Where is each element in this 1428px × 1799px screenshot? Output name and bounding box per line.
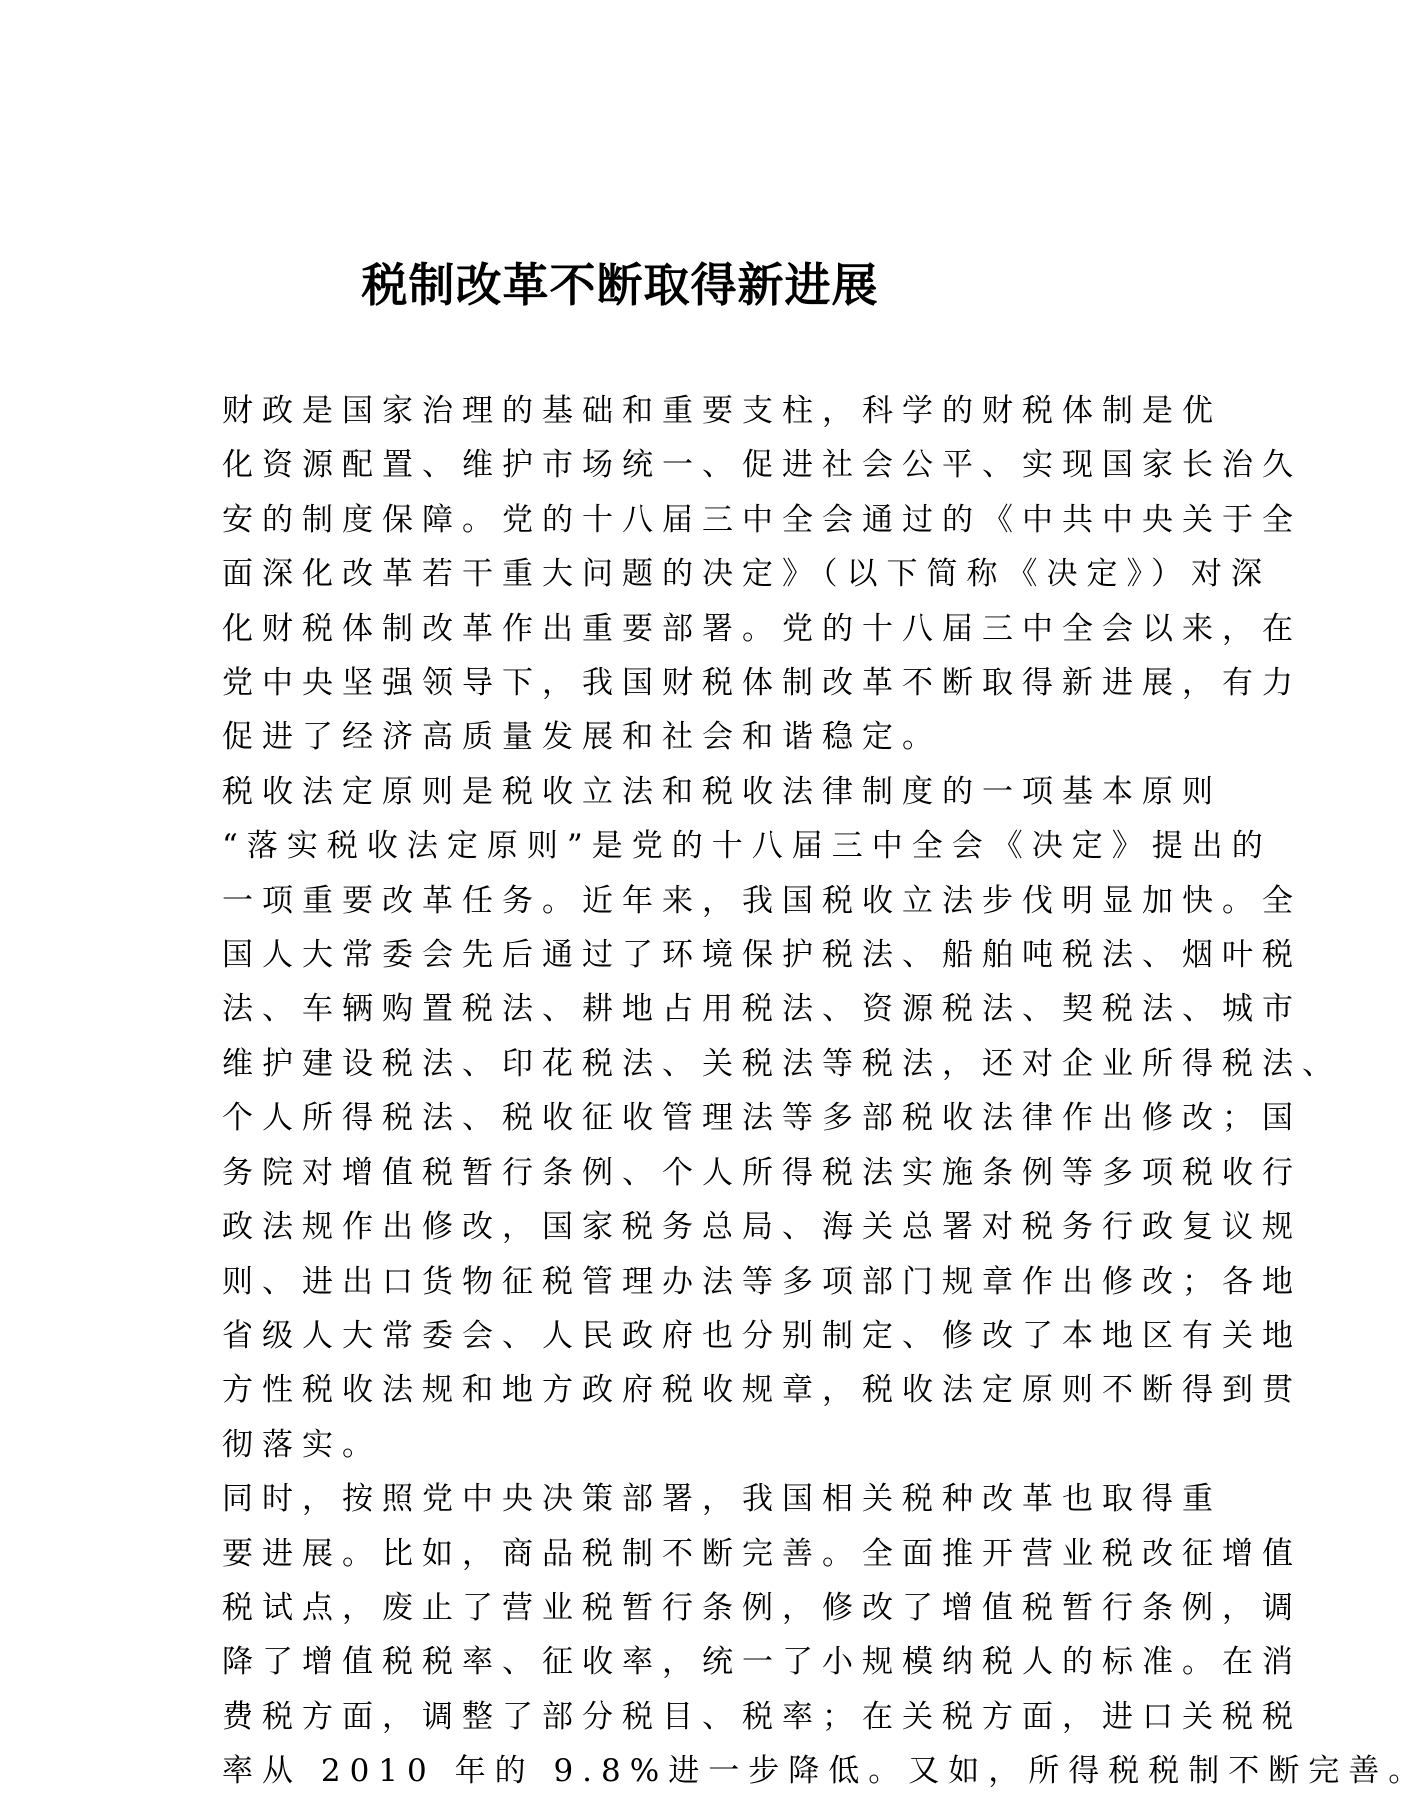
text-line: 维护建设税法、印花税法、关税法等税法，还对企业所得税法、 <box>222 1045 1342 1082</box>
text-line: 安的制度保障。党的十八届三中全会通过的《中共中央关于全 <box>222 501 1302 538</box>
text-line: 彻落实。 <box>222 1426 382 1463</box>
text-line: 一项重要改革任务。近年来，我国税收立法步伐明显加快。全 <box>222 882 1302 919</box>
text-line: 面深化改革若干重大问题的决定》（以下简称《决定》）对深 <box>222 556 1271 593</box>
text-line: 率从 2010 年的 9.8%进一步降低。又如，所得税税制不断完善。 <box>222 1753 1428 1790</box>
paragraph <box>158 1472 1428 1798</box>
text-line: 促进了经济高质量发展和社会和谐稳定。 <box>222 719 942 756</box>
text-line: “落实税收法定原则”是党的十八届三中全会《决定》提出的 <box>222 828 1272 865</box>
text-line: 费税方面，调整了部分税目、税率；在关税方面，进口关税税 <box>222 1698 1302 1735</box>
text-line: 税收法定原则是税收立法和税收法律制度的一项基本原则 <box>222 773 1222 810</box>
text-line: 省级人大常委会、人民政府也分别制定、修改了本地区有关地 <box>222 1317 1302 1354</box>
text-line: 降了增值税税率、征收率，统一了小规模纳税人的标准。在消 <box>222 1644 1302 1681</box>
text-line: 同时，按照党中央决策部署，我国相关税种改革也取得重 <box>222 1481 1222 1518</box>
text-line: 化财税体制改革作出重要部署。党的十八届三中全会以来，在 <box>222 610 1302 647</box>
document-title: 税制改革不断取得新进展 <box>361 258 879 312</box>
text-line: 方性税收法规和地方政府税收规章，税收法定原则不断得到贯 <box>222 1372 1302 1409</box>
text-line: 化资源配置、维护市场统一、促进社会公平、实现国家长治久 <box>222 447 1302 484</box>
text-line: 要进展。比如，商品税制不断完善。全面推开营业税改征增值 <box>222 1535 1302 1572</box>
paragraph <box>158 384 1302 765</box>
text-line: 税试点，废止了营业税暂行条例，修改了增值税暂行条例，调 <box>222 1589 1302 1626</box>
document-body <box>158 384 1428 1799</box>
text-line: 个人所得税法、税收征收管理法等多部税收法律作出修改；国 <box>222 1100 1302 1137</box>
text-line: 政法规作出修改，国家税务总局、海关总署对税务行政复议规 <box>222 1209 1302 1246</box>
text-line: 国人大常委会先后通过了环境保护税法、船舶吨税法、烟叶税 <box>222 937 1302 974</box>
text-line: 务院对增值税暂行条例、个人所得税法实施条例等多项税收行 <box>222 1154 1302 1191</box>
text-line: 财政是国家治理的基础和重要支柱，科学的财税体制是优 <box>222 393 1222 429</box>
paragraph <box>158 765 1342 1472</box>
text-line: 则、进出口货物征税管理办法等多项部门规章作出修改；各地 <box>222 1263 1302 1300</box>
text-line: 党中央坚强领导下，我国财税体制改革不断取得新进展，有力 <box>222 665 1302 702</box>
text-line: 法、车辆购置税法、耕地占用税法、资源税法、契税法、城市 <box>222 991 1302 1028</box>
